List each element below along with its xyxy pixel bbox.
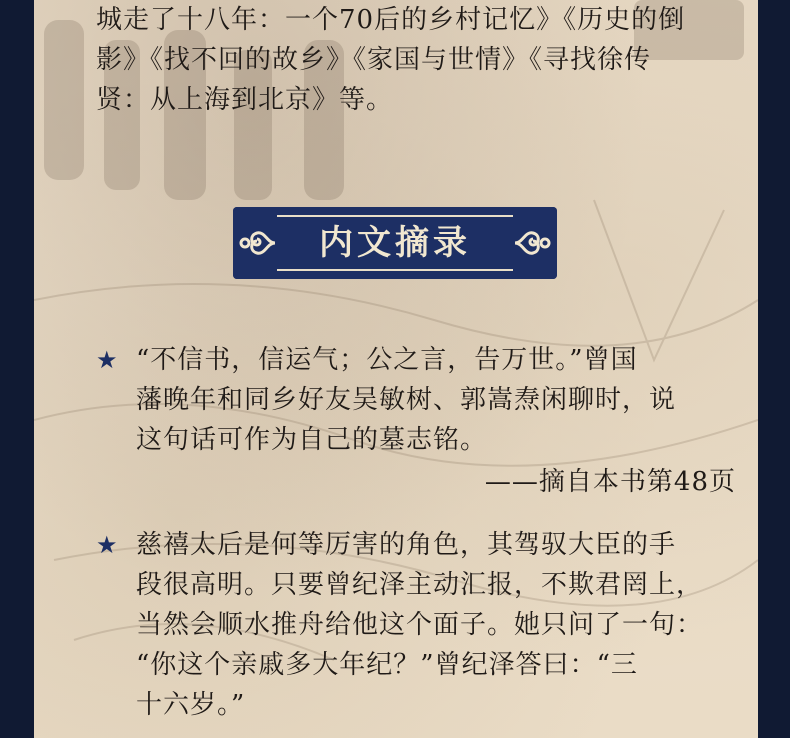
excerpt-line: 这句话可作为自己的墓志铭。 xyxy=(136,425,488,455)
intro-line: 贤：从上海到北京》等。 xyxy=(96,85,394,115)
excerpt-line: “不信书，信运气；公之言，告万世。”曾国 xyxy=(136,345,638,375)
banner-rule-bottom xyxy=(277,269,513,271)
excerpt-line: 慈禧太后是何等厉害的角色，其驾驭大臣的手 xyxy=(136,530,677,560)
star-icon: ★ xyxy=(96,531,119,559)
excerpt-body xyxy=(136,340,736,460)
excerpt-line: 藩晚年和同乡好友吴敏树、郭嵩焘闲聊时，说 xyxy=(136,385,677,415)
excerpt-line: “你这个亲戚多大年纪？”曾纪泽答曰：“三 xyxy=(136,650,638,680)
section-banner xyxy=(233,207,557,279)
intro-tail-paragraph xyxy=(96,0,726,120)
left-border xyxy=(0,0,34,738)
excerpt-body xyxy=(136,525,736,725)
star-icon: ★ xyxy=(96,346,119,374)
excerpt-source: ——摘自本书第48页 xyxy=(484,467,736,497)
banner-rule-top xyxy=(277,215,513,217)
right-border xyxy=(758,0,790,738)
book-page xyxy=(34,0,758,738)
intro-line: 影》《找不回的故乡》《家国与世情》《寻找徐传 xyxy=(96,45,652,75)
excerpt-line: 段很高明。只要曾纪泽主动汇报，不欺君罔上， xyxy=(136,570,704,600)
intro-line: 城走了十八年：一个70后的乡村记忆》《历史的倒 xyxy=(96,5,686,35)
excerpt-line: 十六岁。” xyxy=(136,690,246,720)
excerpt-line: 当然会顺水推舟给他这个面子。她只问了一句： xyxy=(136,610,704,640)
section-title: 内文摘录 xyxy=(319,223,471,263)
